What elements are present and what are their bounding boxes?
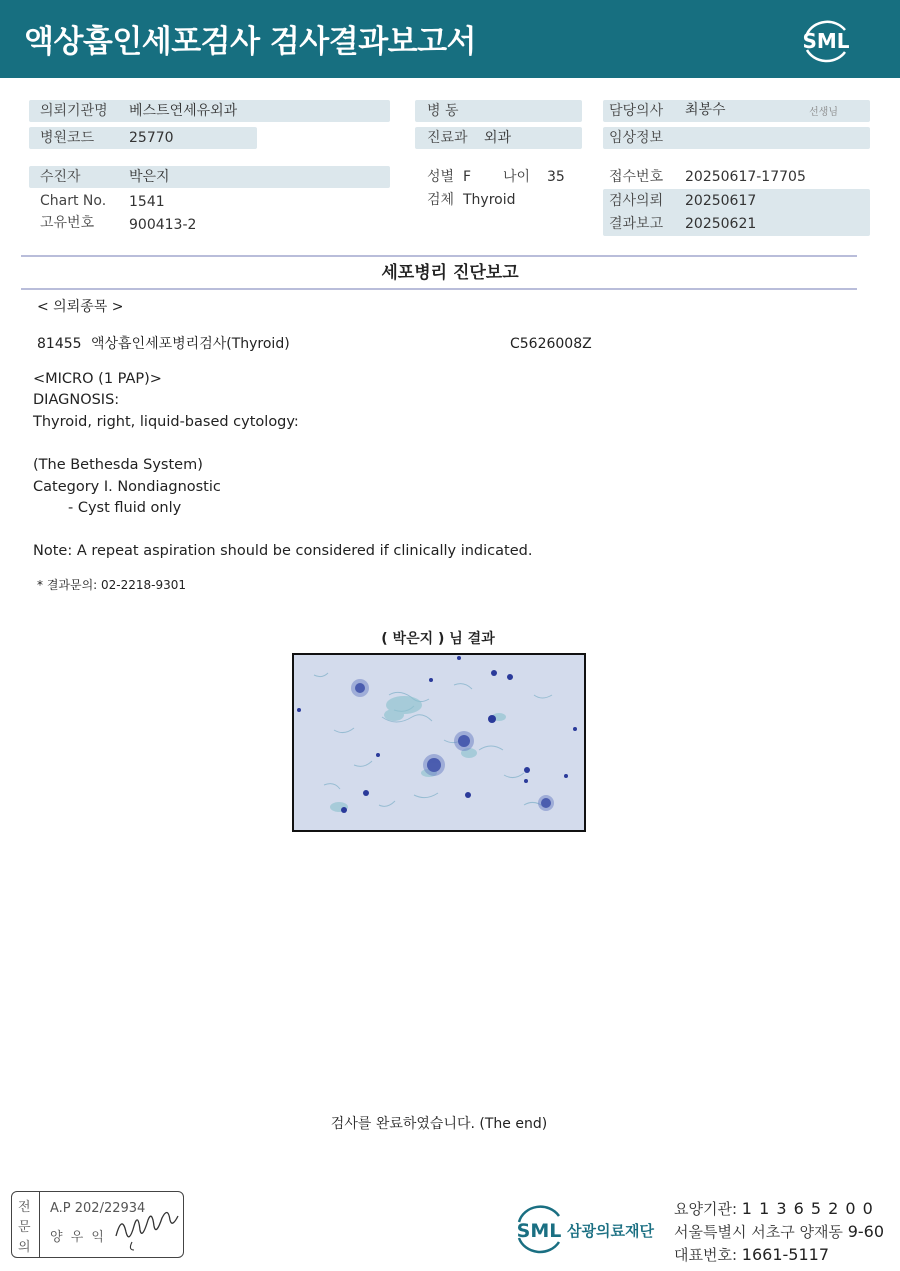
receipt-no-label: 접수번호: [609, 169, 664, 185]
label-bar-patient: [29, 166, 390, 188]
chart-no-label: Chart No.: [40, 193, 107, 209]
stamp-side-char-3: 의: [18, 1240, 31, 1255]
report-date-value: 20250621: [685, 216, 757, 232]
sml-footer-logo-icon: [511, 1198, 571, 1258]
specialist-stamp: [11, 1191, 184, 1258]
signature-icon: [112, 1206, 184, 1252]
care-institution-line: [674, 1198, 874, 1219]
end-text: 검사를 완료하였습니다. (The end): [330, 1116, 548, 1132]
diagnosis-label: DIAGNOSIS:: [33, 392, 120, 408]
specimen-description: Thyroid, right, liquid-based cytology:: [33, 414, 299, 430]
hospital-code-label: 병원코드: [40, 130, 95, 146]
clinical-info-label: 임상정보: [609, 130, 664, 146]
category-detail: - Cyst fluid only: [68, 500, 182, 516]
stamp-side-column: [12, 1192, 40, 1257]
svg-text:SML: SML: [516, 1220, 562, 1242]
patient-value: 박은지: [129, 169, 170, 185]
age-label: 나이: [503, 169, 531, 185]
micro-line: <MICRO (1 PAP)>: [33, 371, 162, 387]
unique-id-value: 900413-2: [129, 217, 197, 233]
section-rule-bottom: [21, 288, 857, 290]
order-heading: < 의뢰종목 >: [37, 299, 124, 315]
report-header: [0, 0, 900, 78]
chart-no-value: 1541: [129, 194, 165, 210]
request-date-label: 검사의뢰: [609, 193, 664, 209]
stamp-license: A.P 202/22934: [50, 1201, 146, 1216]
patient-label: 수진자: [40, 169, 81, 185]
section-rule-top: [21, 255, 857, 257]
care-institution-number: 1 1 3 6 5 2 0 0: [741, 1199, 874, 1218]
phone-line: [674, 1244, 829, 1265]
phone-label: 대표번호:: [674, 1246, 738, 1264]
address-number: 9-60: [847, 1222, 885, 1241]
order-id: C5626008Z: [510, 336, 592, 352]
doctor-suffix: 선생님: [809, 107, 838, 118]
hospital-code-value: 25770: [129, 130, 174, 146]
doctor-label: 담당의사: [609, 103, 664, 119]
section-title: 세포병리 진단보고: [381, 263, 519, 283]
svg-text:SML: SML: [802, 29, 850, 53]
institution-value: 베스트연세유외과: [129, 103, 238, 119]
cytology-micrograph: [294, 655, 584, 830]
sml-logo-icon: [795, 12, 857, 68]
bethesda-category: Category I. Nondiagnostic: [33, 479, 221, 495]
dept-value: 외과: [484, 130, 512, 146]
note-line: Note: A repeat aspiration should be considered if clinically indicated.: [33, 543, 533, 559]
ward-label: 병 동: [427, 103, 459, 119]
sex-label: 성별: [427, 169, 455, 185]
cytology-image: [292, 653, 586, 832]
sex-value: F: [463, 169, 472, 185]
order-code: 81455: [37, 336, 82, 352]
report-title: 액상흡인세포검사 검사결과보고서: [24, 24, 476, 60]
image-caption: ( 박은지 ) 님 결과: [381, 631, 495, 647]
bethesda-system: (The Bethesda System): [33, 457, 203, 473]
request-date-value: 20250617: [685, 193, 757, 209]
dept-label: 진료과: [427, 130, 468, 146]
stamp-side-char-1: 전: [18, 1200, 31, 1215]
specimen-value: Thyroid: [463, 192, 516, 208]
address-text: 서울특별시 서초구 양재동: [674, 1223, 843, 1241]
age-value: 35: [547, 169, 565, 185]
care-institution-label: 요양기관:: [674, 1200, 738, 1218]
doctor-value: 최봉수: [685, 102, 726, 118]
specimen-label: 검체: [427, 192, 455, 208]
unique-id-label: 고유번호: [40, 215, 95, 231]
stamp-name: 양 우 익: [50, 1230, 106, 1245]
report-date-label: 결과보고: [609, 216, 664, 232]
institution-label: 의뢰기관명: [40, 103, 108, 119]
foundation-name: 삼광의료재단: [567, 1222, 654, 1240]
order-name: 액상흡인세포병리검사(Thyroid): [91, 336, 290, 352]
contact-line: * 결과문의: 02-2218-9301: [37, 578, 187, 592]
receipt-no-value: 20250617-17705: [685, 169, 806, 185]
address-line: [674, 1221, 884, 1242]
phone-number: 1661-5117: [741, 1245, 830, 1264]
stamp-side-char-2: 문: [18, 1220, 31, 1235]
